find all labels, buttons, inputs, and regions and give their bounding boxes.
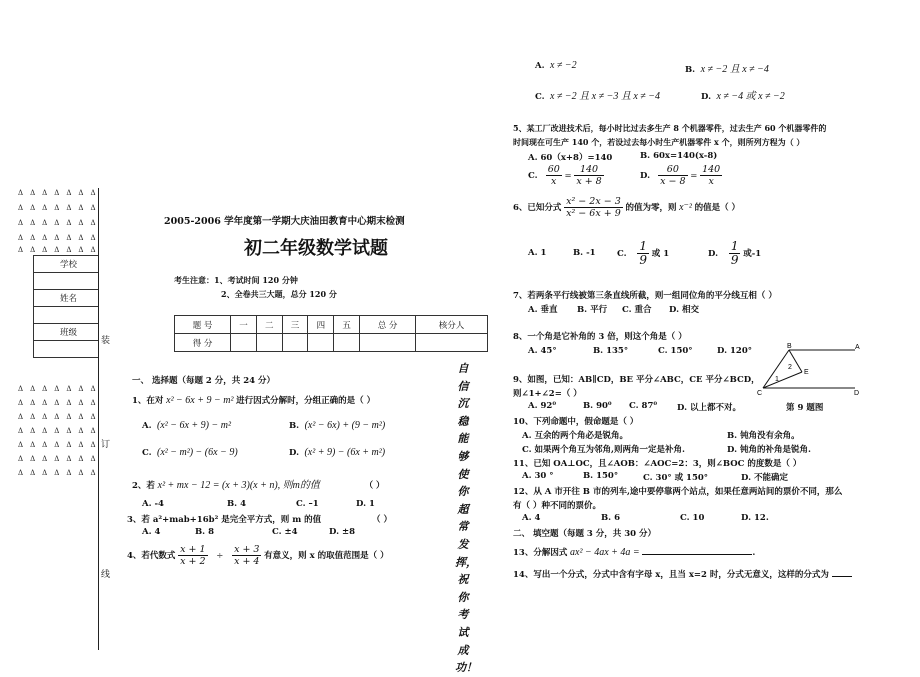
q7-option-b[interactable]: B. 平行 (577, 305, 608, 315)
q3-option-b[interactable]: B. 8 (195, 527, 215, 537)
question-12-line-2: 有（ ）种不同的票价。 (513, 501, 601, 511)
score-input[interactable] (416, 334, 488, 352)
question-10: 10、下列命题中，假命题是（ ） (513, 417, 639, 427)
triangle-row: Δ Δ Δ Δ Δ Δ Δ (18, 385, 98, 393)
q3-option-a[interactable]: A. 4 (142, 527, 161, 537)
q12-option-c[interactable]: C. 10 (680, 513, 705, 523)
q3-option-d[interactable]: D. ±8 (329, 527, 356, 537)
question-6: 6、已知分式 $\frac{\text{x² − 2x − 3}}{\text{x² − 6x + 9}}$ 的值为零，则 x⁻² 的值是（ ） (513, 196, 741, 219)
triangle-row: Δ Δ Δ Δ Δ Δ Δ (18, 204, 98, 212)
score-cell: 四 (308, 316, 334, 334)
score-input[interactable] (256, 334, 282, 352)
binding-char-zhuang: 装 (101, 336, 111, 346)
point-d-label: D (854, 390, 860, 397)
class-field[interactable] (34, 341, 99, 358)
q11-option-b[interactable]: B. 150° (583, 471, 619, 481)
q6-fraction: $\frac{\text{x² − 2x − 3}}{\text{x² − 6x + 9}}$ (566, 196, 621, 219)
question-5-line-1: 5、某工厂改进技术后，每小时比过去多生产 8 个机器零件，过去生产 60 个机器零件的 (513, 123, 827, 133)
q9-figure-label: 第 9 题图 (786, 403, 824, 413)
q6-option-b[interactable]: B. -1 (573, 248, 596, 258)
motto-vertical: 自信沉稳能够使你超常发挥，祝你考试成功！ (455, 362, 477, 675)
question-14: 14、写出一个分式，分式中含有字母 x，且当 x=2 时，分式无意义，这样的分式为 (513, 568, 852, 580)
q7-option-a[interactable]: A. 垂直 (528, 305, 558, 315)
q1-option-a[interactable]: A. (x² − 6x + 9) − m² (142, 420, 231, 431)
triangle-row: Δ Δ Δ Δ Δ Δ Δ (18, 441, 98, 449)
section-2-heading: 二、 填空题（每题 3 分，共 30 分） (513, 529, 657, 539)
name-field[interactable] (34, 307, 99, 324)
score-table-header-row (175, 316, 488, 334)
score-cell: 总 分 (360, 316, 416, 334)
score-cell: 五 (334, 316, 360, 334)
q4-option-c[interactable]: C. x ≠ −2 且 x ≠ −3 且 x ≠ −4 (535, 91, 661, 102)
q11-option-c[interactable]: C. 30° 或 150° (643, 473, 709, 483)
page-title: 初二年级数学试题 (244, 238, 388, 259)
exam-subtitle: 2005-2006 学年度第一学期大庆油田教育中心期末检测 (164, 216, 405, 227)
label-class: 班级 (34, 324, 99, 341)
q1-option-b[interactable]: B. (x² − 6x) + (9 − m²) (289, 420, 386, 431)
q4-fraction-2: $\frac{x + 3}{x + 4}$ (234, 544, 260, 567)
q5-option-b[interactable]: B. 60x=140(x-8) (640, 151, 718, 161)
question-4: 4、若代数式 $\frac{x + 1}{x + 2}$ ÷ $\frac{x + 3}{x + 4}$ 有意义，则 x 的取值范围是（ ） (127, 544, 389, 567)
q13-answer-blank[interactable] (642, 554, 752, 555)
triangle-row: Δ Δ Δ Δ Δ Δ Δ (18, 427, 98, 435)
point-c-label: C (757, 390, 763, 397)
q4-option-d[interactable]: D. x ≠ −4 或 x ≠ −2 (701, 91, 785, 102)
q9-option-c[interactable]: C. 87⁰ (629, 401, 658, 411)
score-cell: 二 (256, 316, 282, 334)
q2-option-d[interactable]: D. 1 (356, 499, 375, 509)
q8-option-d[interactable]: D. 120° (717, 346, 752, 356)
q8-option-a[interactable]: A. 45° (528, 346, 557, 356)
q1-option-d[interactable]: D. (x² + 9) − (6x + m²) (289, 447, 386, 458)
question-7: 7、若两条平行线被第三条直线所截，则一组同位角的平分线互相（ ） (513, 291, 777, 301)
score-cell: 核分人 (416, 316, 488, 334)
notes-line-1: 考生注意：1、考试时间 120 分钟 (174, 275, 298, 285)
score-input[interactable] (360, 334, 416, 352)
question-11: 11、已知 OA⊥OC，且∠AOB：∠AOC=2：3，则∠BOC 的度数是（ ） (513, 459, 802, 469)
q9-option-d[interactable]: D. 以上都不对。 (677, 403, 741, 413)
q2-option-b[interactable]: B. 4 (227, 499, 247, 509)
q2-option-c[interactable]: C. –1 (296, 499, 319, 509)
q5-option-a[interactable]: A. 60（x+8）=140 (528, 153, 613, 163)
section-1-heading: 一、 选择题（每题 2 分，共 24 分） (132, 376, 276, 386)
point-e-label: E (804, 369, 809, 376)
score-cell: 三 (282, 316, 308, 334)
q10-option-b[interactable]: B. 钝角没有余角。 (727, 431, 800, 441)
school-field[interactable] (34, 273, 99, 290)
question-12-line-1: 12、从 A 市开往 B 市的列车,途中要停靠两个站点，如果任意两站间的票价不同，那么 (513, 487, 843, 497)
q14-answer-blank[interactable] (832, 576, 852, 577)
angle-2-label: 2 (788, 364, 792, 371)
q3-bracket: （ ） (372, 515, 392, 525)
q4-option-a[interactable]: A. x ≠ −2 (535, 60, 577, 71)
q4-fraction-1: $\frac{x + 1}{x + 2}$ (180, 544, 206, 567)
question-9-line-2: 则∠1+∠2=（ ） (513, 389, 582, 399)
q2-option-a[interactable]: A. -4 (142, 499, 164, 509)
q12-option-b[interactable]: B. 6 (601, 513, 621, 523)
question-8: 8、一个角是它补角的 3 倍，则这个角是（ ） (513, 332, 687, 342)
triangle-row: Δ Δ Δ Δ Δ Δ Δ (18, 413, 98, 421)
score-cell: 得 分 (175, 334, 231, 352)
q11-option-d[interactable]: D. 不能确定 (741, 473, 788, 483)
q12-option-a[interactable]: A. 4 (522, 513, 541, 523)
binding-line (98, 188, 99, 650)
point-a-label: A (855, 344, 860, 351)
q10-option-d[interactable]: D. 钝角的补角是锐角. (727, 445, 811, 455)
score-input[interactable] (282, 334, 308, 352)
question-13: 13、分解因式 ax² − 4ax + 4a = . (513, 547, 756, 558)
q7-option-c[interactable]: C. 重合 (622, 305, 652, 315)
q9-geometry-figure (755, 340, 865, 400)
q11-option-a[interactable]: A. 30 ° (522, 471, 554, 481)
q1-expression: x² − 6x + 9 − m² (166, 395, 234, 406)
binding-char-xian: 线 (101, 570, 111, 580)
triangle-row: Δ Δ Δ Δ Δ Δ Δ (18, 219, 98, 227)
q10-option-c[interactable]: C. 如果两个角互为邻角,则两角一定是补角. (522, 445, 685, 455)
triangle-row: Δ Δ Δ Δ Δ Δ Δ (18, 469, 98, 477)
triangle-row: Δ Δ Δ Δ Δ Δ Δ (18, 455, 98, 463)
q5-option-c[interactable]: C. $\frac{60}{x}$ = $\frac{140}{x + 8}$ (528, 164, 602, 187)
question-3: 3、若 a²+mab+16b² 是完全平方式，则 m 的值 (127, 515, 322, 525)
q12-option-d[interactable]: D. 12. (741, 513, 769, 523)
q9-option-a[interactable]: A. 92⁰ (528, 401, 557, 411)
question-2: 2、若 x² + mx − 12 = (x + 3)(x + n), 则m的值 （ ） (132, 480, 385, 491)
score-cell: 题 号 (175, 316, 231, 334)
q10-option-a[interactable]: A. 互余的两个角必是锐角。 (522, 431, 629, 441)
q9-option-b[interactable]: B. 90⁰ (583, 401, 612, 411)
binding-char-ding: 订 (101, 440, 111, 450)
q8-option-c[interactable]: C. 150° (658, 346, 693, 356)
question-1: 1、在对 x² − 6x + 9 − m² 进行因式分解时，分组正确的是（ ） (132, 395, 376, 406)
q1-option-c[interactable]: C. (x² − m²) − (6x − 9) (142, 447, 238, 458)
score-table (174, 315, 488, 352)
q6-option-d[interactable]: D. $\frac{1}{9}$ 或-1 (708, 239, 762, 267)
q4-option-b[interactable]: B. x ≠ −2 且 x ≠ −4 (685, 64, 769, 75)
q6-option-c[interactable]: C. $\frac{1}{9}$ 或 1 (617, 239, 670, 267)
notes-line-2: 2、全卷共三大题，总分 120 分 (221, 289, 337, 299)
point-b-label: B (787, 343, 792, 350)
triangle-row: Δ Δ Δ Δ Δ Δ Δ (18, 399, 98, 407)
triangle-row: Δ Δ Δ Δ Δ Δ Δ (18, 246, 98, 254)
q5-option-d[interactable]: D. $\frac{60}{x - 8}$ = $\frac{140}{x}$ (640, 164, 721, 187)
q7-option-d[interactable]: D. 相交 (669, 305, 699, 315)
score-cell: 一 (231, 316, 257, 334)
student-info-table (33, 255, 99, 358)
score-input[interactable] (308, 334, 334, 352)
q6-option-a[interactable]: A. 1 (528, 248, 547, 258)
triangle-row: Δ Δ Δ Δ Δ Δ Δ (18, 234, 98, 242)
score-table-value-row (175, 334, 488, 352)
triangle-row: Δ Δ Δ Δ Δ Δ Δ (18, 189, 98, 197)
q3-option-c[interactable]: C. ±4 (272, 527, 298, 537)
angle-1-label: 1 (775, 376, 779, 383)
label-name: 姓名 (34, 290, 99, 307)
question-9-line-1: 9、如图，已知：AB∥CD，BE 平分∠ABC，CE 平分∠BCD， (513, 375, 760, 385)
score-input[interactable] (231, 334, 257, 352)
label-school: 学校 (34, 256, 99, 273)
question-5-line-2: 时间现在可生产 140 个，若设过去每小时生产机器零件 x 个，则所列方程为（ ） (513, 137, 805, 147)
score-input[interactable] (334, 334, 360, 352)
q8-option-b[interactable]: B. 135° (593, 346, 629, 356)
